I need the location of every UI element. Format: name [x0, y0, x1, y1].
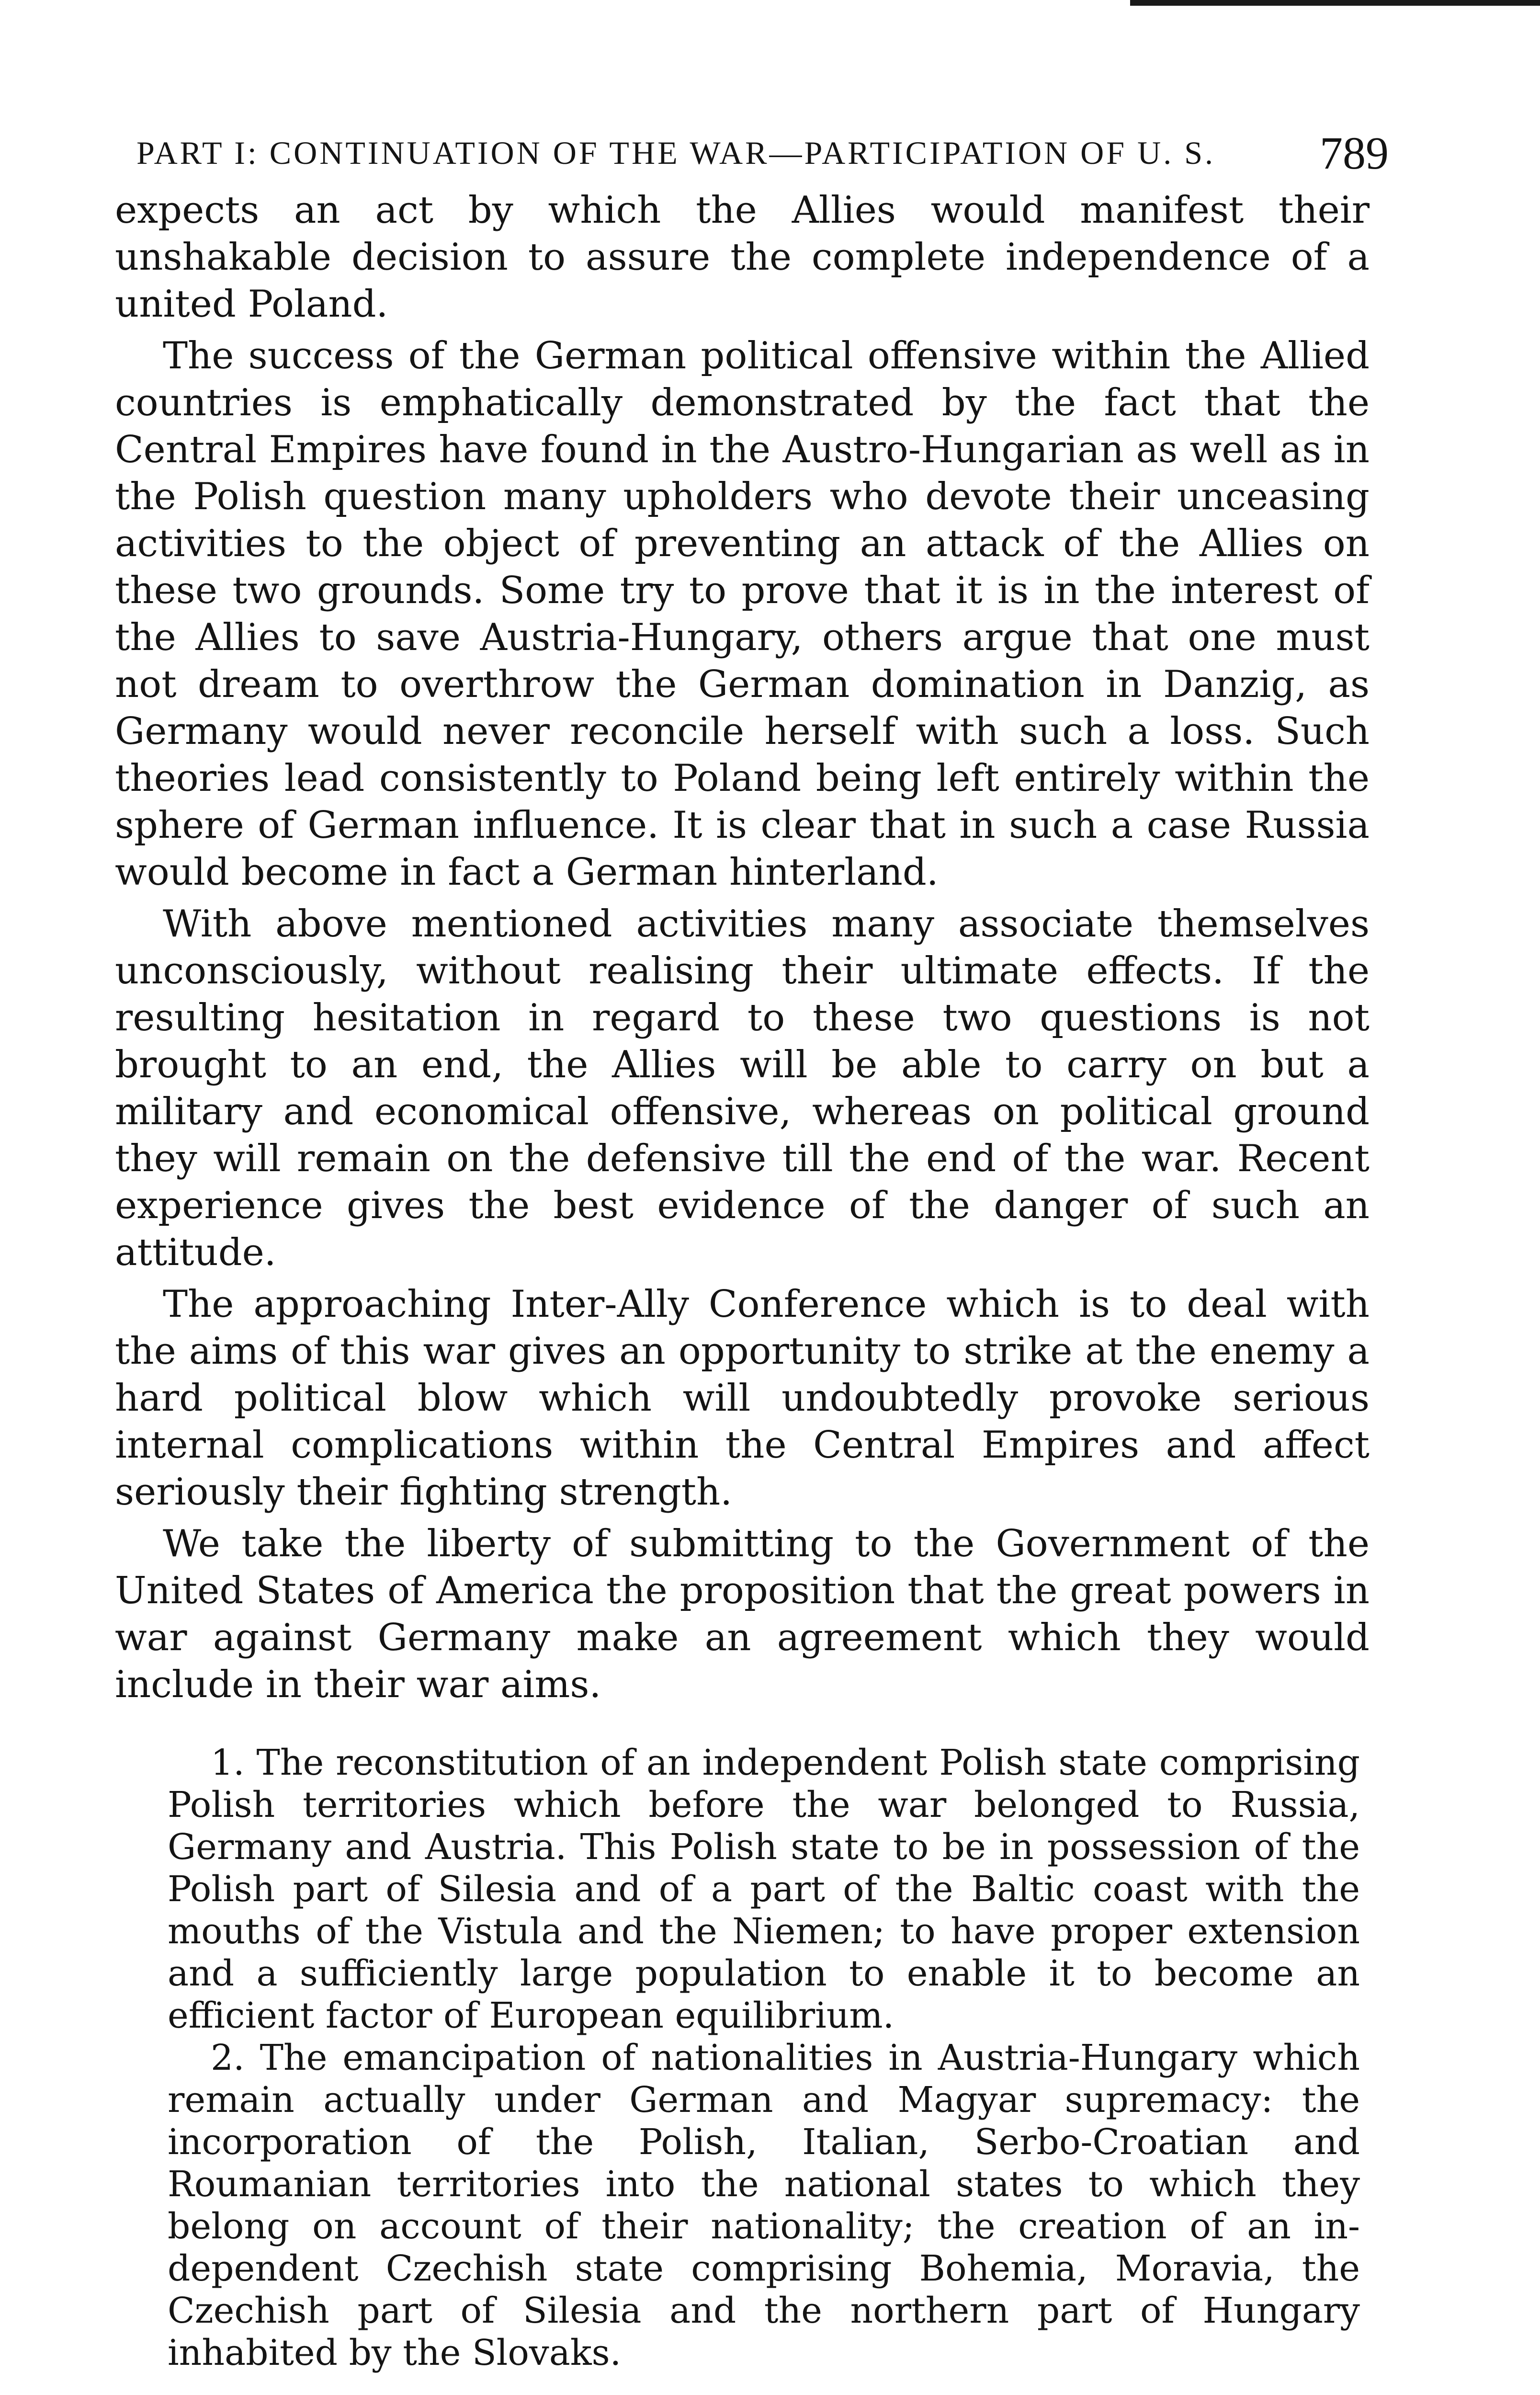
- paragraph-1: expects an act by which the Allies would manifest their unshakable decision to assure the complete independence of a united Poland.: [115, 189, 1370, 326]
- paragraph-5: We take the liberty of submitting to the Government of the United States of America the proposition that the great powers in war against Germany make an agreement which they would include in their war aims.: [115, 1522, 1370, 1706]
- list-item-1: 1. The reconstitution of an independent Polish state comprising Polish territories which before the war belonged to Russia, Germany and Austria. This Polish state to be in possession of the Polish part of Silesia and of a part of the Baltic coast with the mouths of the Vistula and the Niemen; to have proper extension and a sufficiently large population to enable it to become an efficient factor of European equilibrium.: [168, 1742, 1360, 2036]
- paragraph-3: With above mentioned activities many associate themselves unconsciously, without realising their ultimate effects. If the resulting hesitation in regard to these two questions is not brought to an end, the Allies will be able to carry on but a military and economical offensive, whereas on political ground they will remain on the defensive till the end of the war. Recent experience gives the best evidence of the danger of such an attitude.: [115, 902, 1370, 1274]
- paragraph-2: The success of the German political offensive within the Allied countries is emphatically demonstrated by the fact that the Central Empires have found in the Austro-Hungarian as well as in the Polish question many upholders who devote their unceasing activities to the object of preventing an attack of the Allies on these two grounds. Some try to prove that it is in the interest of the Allies to save Austria-Hungary, others argue that one must not dream to overthrow the German domination in Danzig, as Germany would never reconcile herself with such a loss. Such theories lead consistently to Poland being left entirely within the sphere of German influence. It is clear that in such a case Russia would become in fact a German hinterland.: [115, 334, 1370, 894]
- page-number: 789: [1320, 127, 1389, 179]
- running-head: [96, 120, 1389, 187]
- paragraph-4: The approaching Inter-Ally Conference which is to deal with the aims of this war gives an opportunity to strike at the enemy a hard political blow which will undoubtedly provoke serious internal complications within the Central Empires and affect seriously their fighting strength.: [115, 1283, 1370, 1514]
- body-text: [96, 187, 1389, 1708]
- running-title: PART I: CONTINUATION OF THE WAR—PARTICIPATION OF U. S.: [136, 135, 1216, 171]
- document-page: [96, 120, 1389, 2395]
- list-item-2: 2. The emancipation of nationalities in Austria-Hungary which remain actually under German and Magyar supremacy: the incorporation of the Polish, Italian, Serbo-Croatian and Roumanian territories into the national states to which they belong on account of their nationality; the creation of an independent Czechish state comprising Bohemia, Moravia, the Czechish part of Silesia and the northern part of Hungary inhabited by the Slovaks.: [168, 2037, 1360, 2373]
- top-rule: [1130, 0, 1540, 6]
- numbered-list: [168, 1742, 1360, 2374]
